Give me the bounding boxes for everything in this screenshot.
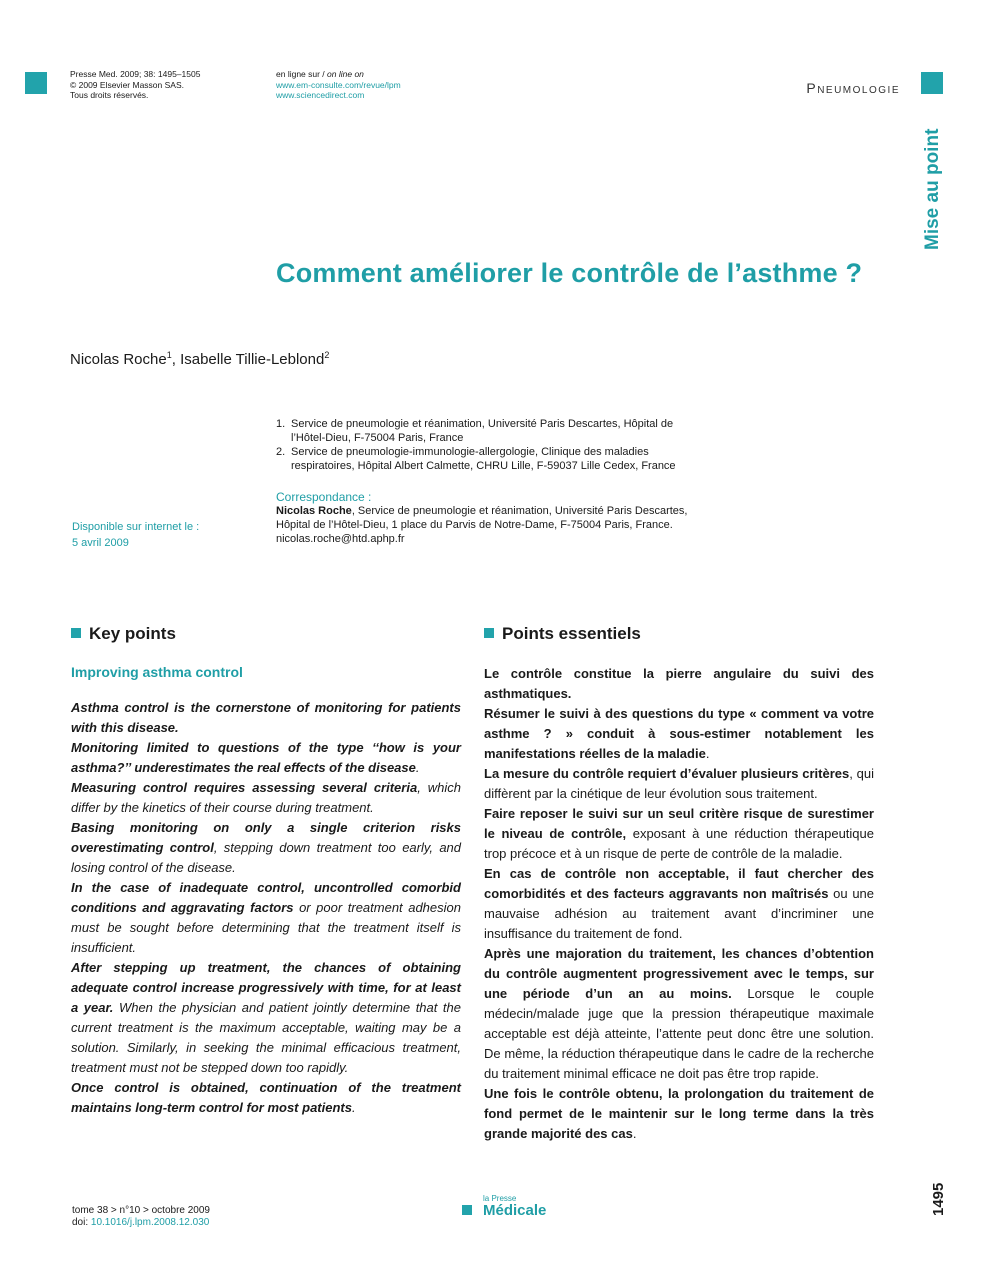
author-name: Isabelle Tillie-Leblond xyxy=(180,351,325,368)
side-label: Mise au point xyxy=(922,128,943,250)
affiliation-1 xyxy=(276,417,696,445)
key-points-column xyxy=(71,624,461,1118)
key-point: Asthma control is the cornerstone of monitoring for patients with this disease. xyxy=(71,700,461,735)
point-essentiel: Le contrôle constitue la pierre angulaire du suivi des asthmatiques. xyxy=(484,666,874,701)
citation-line: © 2009 Elsevier Masson SAS. xyxy=(70,79,184,90)
correspondence-label: Correspondance : xyxy=(276,490,372,504)
affiliation-line: respiratoires, Hôpital Albert Calmette, CHRU Lille, F-59037 Lille Cedex, France xyxy=(291,460,676,472)
author-sup: 1 xyxy=(166,350,172,360)
key-point: Measuring control requires assessing several criteria, which differ by the kinetics of their course during treatment. xyxy=(71,780,461,815)
available-label: Disponible sur internet le : xyxy=(72,521,200,533)
corner-square-left xyxy=(25,72,47,94)
doi-label: doi: xyxy=(72,1217,91,1228)
section-label: Pneumologie xyxy=(806,80,900,96)
footer-citation xyxy=(72,1205,210,1229)
available-online xyxy=(72,519,199,551)
key-point: Once control is obtained, continuation of the treatment maintains long-term control for most patients. xyxy=(71,1080,461,1115)
key-point: In the case of inadequate control, uncontrolled comorbid conditions and aggravating factors or poor treatment adhesion must be sought before determining that the treatment itself is insufficient. xyxy=(71,880,461,955)
online-label-fr: en ligne sur / xyxy=(276,69,325,79)
article-title: Comment améliorer le contrôle de l’asthme ? xyxy=(276,258,863,288)
affiliation-num: 2. xyxy=(276,446,286,458)
points-essentiels-heading xyxy=(484,624,874,644)
correspondence xyxy=(276,490,687,546)
correspondence-rest: , Service de pneumologie et réanimation, Université Paris Descartes, xyxy=(351,505,688,517)
point-essentiel: Résumer le suivi à des questions du type « comment va votre asthme ? » conduit à sous-estimer notablement les manifestations réelles de la maladie. xyxy=(484,706,874,761)
journal-logo-big: Médicale xyxy=(483,1202,547,1219)
online-label-en: on line on xyxy=(327,69,364,79)
url-sciencedirect[interactable]: www.sciencedirect.com xyxy=(276,90,365,100)
author-name: Nicolas Roche xyxy=(70,351,167,368)
affiliation-line: Service de pneumologie-immunologie-allergologie, Clinique des maladies xyxy=(291,446,649,458)
correspondence-address: Hôpital de l’Hôtel-Dieu, 1 place du Parvis de Notre-Dame, F-75004 Paris, France. xyxy=(276,519,673,531)
page-number: 1495 xyxy=(930,1182,947,1216)
point-essentiel: En cas de contrôle non acceptable, il faut chercher des comorbidités et des facteurs aggravants non maîtrisés ou une mauvaise adhésion au traitement avant d’incriminer une insuffisance du traitement de fond. xyxy=(484,866,875,941)
corner-square-right xyxy=(921,72,943,94)
online-block xyxy=(276,69,401,101)
citation-line: Tous droits réservés. xyxy=(70,90,149,100)
doi-line xyxy=(72,1217,210,1229)
citation-line: Presse Med. 2009; 38: 1495–1505 xyxy=(70,69,201,79)
url-em-consulte[interactable]: www.em-consulte.com/revue/lpm xyxy=(276,79,401,90)
key-point: After stepping up treatment, the chances of obtaining adequate control increase progressively with time, for at least a year. When the physician and patient jointly determine that the current treatment is the maximum acceptable, waiting may be a solution. Similarly, in seeking the minimal efficacious treatment, treatment must not be stepped down too rapidly. xyxy=(71,960,461,1075)
journal-logo-square xyxy=(462,1205,472,1215)
point-essentiel: La mesure du contrôle requiert d’évaluer plusieurs critères, qui diffèrent par la cinétique de leur évolution sous traitement. xyxy=(484,766,874,801)
key-point: Monitoring limited to questions of the type ‘‘how is your asthma?’’ underestimates the real effects of the disease. xyxy=(71,740,461,775)
correspondence-email[interactable]: nicolas.roche@htd.aphp.fr xyxy=(276,533,405,545)
key-points-heading-text: Key points xyxy=(89,624,176,643)
point-essentiel: Une fois le contrôle obtenu, la prolongation du traitement de fond permet de le maintenir sur le long terme dans la très grande majorité des cas. xyxy=(484,1086,874,1141)
citation-block xyxy=(70,69,200,101)
affiliation-2 xyxy=(276,445,696,473)
correspondence-name: Nicolas Roche xyxy=(276,505,352,517)
doi-link[interactable]: 10.1016/j.lpm.2008.12.030 xyxy=(90,1217,210,1228)
affiliation-line: l’Hôtel-Dieu, F-75004 Paris, France xyxy=(291,432,464,444)
point-essentiel: Après une majoration du traitement, les chances d’obtention du contrôle augmentent progressivement avec le temps, sur une période d’un an au moins. Lorsque le couple médecin/malade juge que la pression thérapeutique maximale acceptable est déjà atteinte, l’attente peut donc être une solution. De même, la réduction thérapeutique dans le cadre de la recherche du traitement minimal efficace ne doit pas être trop rapide. xyxy=(484,946,875,1081)
points-essentiels-heading-text: Points essentiels xyxy=(502,624,641,643)
heading-square-icon xyxy=(71,628,81,638)
heading-square-icon xyxy=(484,628,494,638)
authors: Nicolas Roche$^1$, Isabelle Tillie-Leblond$^2$ xyxy=(70,350,330,368)
correspondence-line xyxy=(276,504,687,518)
available-date: 5 avril 2009 xyxy=(72,537,129,549)
point-essentiel: Faire reposer le suivi sur un seul critère risque de surestimer le niveau de contrôle, exposant à une réduction thérapeutique trop précoce et à un risque de perte de contrôle de la maladie. xyxy=(484,806,874,861)
affiliation-line: Service de pneumologie et réanimation, Université Paris Descartes, Hôpital de xyxy=(291,418,674,430)
affiliations xyxy=(276,417,696,473)
online-label xyxy=(276,69,401,80)
points-essentiels-column xyxy=(484,624,874,1144)
key-points-subheading: Improving asthma control xyxy=(71,664,243,680)
key-point: Basing monitoring on only a single criterion risks overestimating control, stepping down treatment too early, and losing control of the disease. xyxy=(71,820,462,875)
key-points-heading xyxy=(71,624,461,644)
journal-logo xyxy=(483,1194,546,1219)
author-sup: 2 xyxy=(324,350,330,360)
issue-info: tome 38 > n°10 > octobre 2009 xyxy=(72,1205,210,1216)
affiliation-num: 1. xyxy=(276,418,286,430)
journal-logo-small: la Presse xyxy=(483,1194,517,1203)
